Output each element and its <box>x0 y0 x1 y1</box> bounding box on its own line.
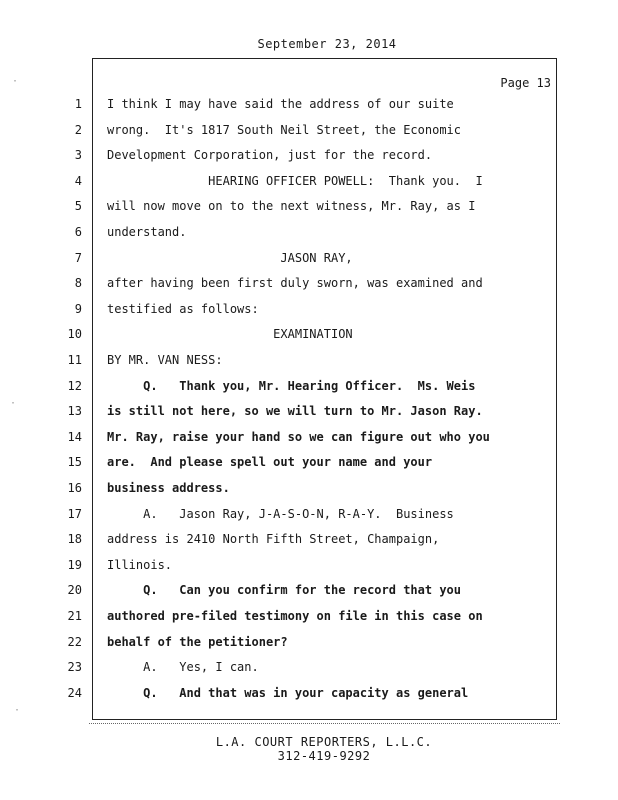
line-text: behalf of the petitioner? <box>107 634 288 649</box>
line-number: 3 <box>74 148 82 163</box>
line-number: 4 <box>74 173 82 188</box>
line-text: after having been first duly sworn, was examined and <box>107 276 483 291</box>
line-text: will now move on to the next witness, Mr. Ray, as I <box>107 199 476 214</box>
scan-speck: · <box>10 398 17 409</box>
transcript-line <box>0 657 618 677</box>
line-text: EXAMINATION <box>107 327 353 342</box>
scan-speck: · <box>12 76 19 87</box>
line-number: 24 <box>67 685 82 700</box>
transcript-line <box>0 427 618 447</box>
transcript-line <box>0 222 618 242</box>
line-number: 20 <box>67 583 82 598</box>
line-text: business address. <box>107 481 230 495</box>
line-number: 18 <box>67 532 82 547</box>
page-number: Page 13 <box>500 76 551 90</box>
line-number: 16 <box>67 481 82 495</box>
transcript-line <box>0 145 618 165</box>
line-number: 21 <box>67 609 82 623</box>
line-number: 2 <box>74 122 82 137</box>
line-number: 1 <box>74 97 82 111</box>
transcript-line <box>0 401 618 421</box>
line-number: 13 <box>67 404 82 419</box>
line-text: Q. And that was in your capacity as general <box>107 685 469 700</box>
transcript-line <box>0 324 618 344</box>
line-text: A. Jason Ray, J-A-S-O-N, R-A-Y. Business <box>107 506 454 521</box>
transcript-line <box>0 478 618 498</box>
transcript-line <box>0 171 618 191</box>
scan-speck: · <box>14 705 21 716</box>
line-text: JASON RAY, <box>107 250 353 265</box>
line-text: A. Yes, I can. <box>107 660 259 675</box>
transcript-line <box>0 350 618 370</box>
line-number: 6 <box>74 225 82 239</box>
transcript-line <box>0 529 618 549</box>
line-number: 14 <box>67 429 82 444</box>
line-number: 17 <box>67 506 82 521</box>
line-number: 11 <box>67 353 82 367</box>
line-number: 15 <box>67 455 82 470</box>
transcript-line <box>0 580 618 600</box>
line-text: address is 2410 North Fifth Street, Champaign, <box>107 532 440 547</box>
line-text: Development Corporation, just for the record. <box>107 148 433 163</box>
transcript-line <box>0 555 618 575</box>
transcript-line <box>0 606 618 626</box>
line-number: 22 <box>67 634 82 649</box>
line-text: wrong. It's 1817 South Neil Street, the Economic <box>107 122 462 137</box>
transcript-line <box>0 196 618 216</box>
transcript-line <box>0 94 618 114</box>
transcript-line <box>0 376 618 396</box>
line-number: 8 <box>74 276 82 291</box>
transcript-line <box>0 632 618 652</box>
line-text: are. And please spell out your name and your <box>107 455 433 470</box>
transcript-line <box>0 683 618 703</box>
line-text: BY MR. VAN NESS: <box>107 353 223 367</box>
transcript-line <box>0 452 618 472</box>
footer <box>0 735 618 763</box>
line-text: Q. Can you confirm for the record that you <box>107 583 462 598</box>
transcript-line <box>0 273 618 293</box>
header-date: September 23, 2014 <box>257 37 397 51</box>
line-text: Mr. Ray, raise your hand so we can figure out who you <box>107 429 490 444</box>
line-number: 19 <box>67 557 82 572</box>
line-number: 10 <box>67 327 82 342</box>
footer-company: L.A. COURT REPORTERS, L.L.C. <box>215 735 433 749</box>
line-number: 12 <box>67 378 82 393</box>
transcript-line <box>0 299 618 319</box>
line-number: 9 <box>74 301 82 316</box>
line-text: is still not here, so we will turn to Mr. Jason Ray. <box>107 404 483 419</box>
line-number: 23 <box>67 660 82 675</box>
line-number: 5 <box>74 199 82 214</box>
transcript-line <box>0 504 618 524</box>
transcript-line <box>0 248 618 268</box>
line-text: Illinois. <box>107 557 173 572</box>
line-text: Q. Thank you, Mr. Hearing Officer. Ms. Weis <box>107 378 476 393</box>
line-number: 7 <box>74 250 82 265</box>
line-text: I think I may have said the address of our suite <box>107 97 454 111</box>
line-text: testified as follows: <box>107 301 259 316</box>
transcript-line <box>0 120 618 140</box>
line-text: authored pre-filed testimony on file in this case on <box>107 609 483 623</box>
line-text: understand. <box>107 225 187 239</box>
footer-phone: 312-419-9292 <box>277 749 371 763</box>
line-text: HEARING OFFICER POWELL: Thank you. I <box>107 173 483 188</box>
